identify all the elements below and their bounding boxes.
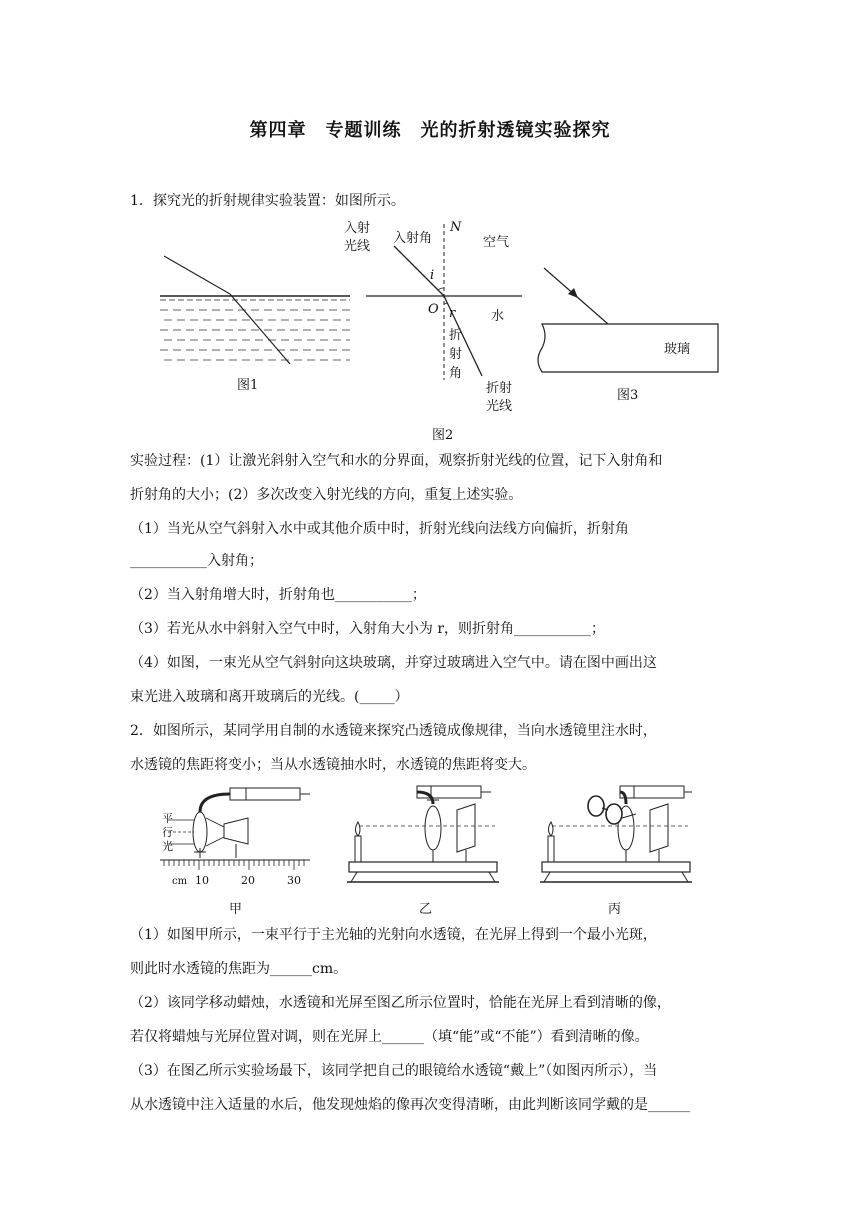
fig3-label: 图3 bbox=[617, 388, 639, 403]
fig2-incident-ray-label: 入射 光线 bbox=[344, 221, 371, 254]
jia-tick-30: 30 bbox=[287, 874, 301, 887]
jia-unit-label: cm bbox=[172, 876, 188, 887]
q2-s3-line-2: 从水透镜中注入适量的水后，他发现烛焰的像再次变得清晰，由此判断该同学戴的是______ bbox=[130, 1097, 690, 1113]
q2-s2-line-2: 若仅将蜡烛与光屏位置对调，则在光屏上______（填“能”或“不能”）看到清晰的像。 bbox=[130, 1029, 649, 1045]
process-line-1: 实验过程：(1）让激光斜射入空气和水的分界面，观察折射光线的位置，记下入射角和 bbox=[130, 453, 663, 469]
q1-s1-line-1: （1）当光从空气斜射入水中或其他介质中时，折射光线向法线方向偏折，折射角 bbox=[130, 521, 629, 537]
figure-bing bbox=[538, 778, 698, 890]
page-title: 第四章 专题训练 光的折射透镜实验探究 bbox=[249, 120, 611, 141]
q1-s4-line-1: （4）如图，一束光从空气斜射向这块玻璃，并穿过玻璃进入空气中。请在图中画出这 bbox=[130, 655, 657, 671]
fig2-normal-label: N bbox=[450, 220, 462, 235]
q2-intro-line-1: 2．如图所示，某同学用自制的水透镜来探究凸透镜成像规律，当向水透镜里注水时， bbox=[130, 723, 657, 739]
bing-label: 丙 bbox=[608, 902, 622, 917]
fig2-air-label: 空气 bbox=[483, 235, 510, 250]
q1-s2: （2）当入射角增大时，折射角也___________； bbox=[130, 587, 426, 603]
fig1-label: 图1 bbox=[237, 378, 259, 393]
q2-s1-line-2: 则此时水透镜的焦距为______cm。 bbox=[130, 961, 348, 977]
q1-s1-line-2: ___________入射角； bbox=[130, 553, 263, 569]
q2-s2-line-1: （2）该同学移动蜡烛，水透镜和光屏至图乙所示位置时，恰能在光屏上看到清晰的像， bbox=[130, 995, 671, 1011]
fig2-o-label: O bbox=[428, 302, 439, 317]
fig2-incident-angle-label: 入射角 bbox=[393, 231, 433, 246]
q2-s3-line-1: （3）在图乙所示实验场最下，该同学把自己的眼镜给水透镜“戴上”（如图丙所示），当 bbox=[130, 1063, 658, 1079]
jia-label: 甲 bbox=[229, 902, 243, 917]
fig2-r-label: r bbox=[449, 306, 456, 321]
q1-intro: 1．探究光的折射规律实验装置：如图所示。 bbox=[130, 193, 405, 209]
fig2-i-label: i bbox=[430, 268, 435, 283]
jia-tick-20: 20 bbox=[241, 874, 255, 887]
yi-label: 乙 bbox=[419, 902, 433, 917]
jia-ping-label: 平 bbox=[162, 812, 173, 825]
fig2-label: 图2 bbox=[432, 428, 454, 443]
glass-label: 玻璃 bbox=[664, 342, 691, 357]
q2-s1-line-1: （1）如图甲所示，一束平行于主光轴的光射向水透镜，在光屏上得到一个最小光斑， bbox=[130, 927, 657, 943]
jia-tick-10: 10 bbox=[195, 874, 209, 887]
figure-yi bbox=[345, 778, 505, 890]
process-line-2: 折射角的大小；(2）多次改变入射光线的方向，重复上述实验。 bbox=[130, 487, 523, 503]
figure-3 bbox=[530, 258, 730, 378]
fig2-water-label: 水 bbox=[491, 309, 505, 324]
q1-s3: （3）若光从水中斜射入空气中时，入射角大小为 r，则折射角___________； bbox=[130, 621, 606, 637]
jia-guang-label: 光 bbox=[162, 840, 173, 853]
fig2-refract-angle-label: 折 射 角 bbox=[449, 328, 463, 381]
jia-xing-label: 行 bbox=[162, 826, 173, 839]
q1-s4-line-2: 束光进入玻璃和离开玻璃后的光线。(_____） bbox=[130, 689, 409, 705]
fig2-refract-ray-label: 折射 光线 bbox=[486, 381, 513, 414]
q2-intro-line-2: 水透镜的焦距将变小；当从水透镜抽水时，水透镜的焦距将变大。 bbox=[130, 757, 536, 773]
